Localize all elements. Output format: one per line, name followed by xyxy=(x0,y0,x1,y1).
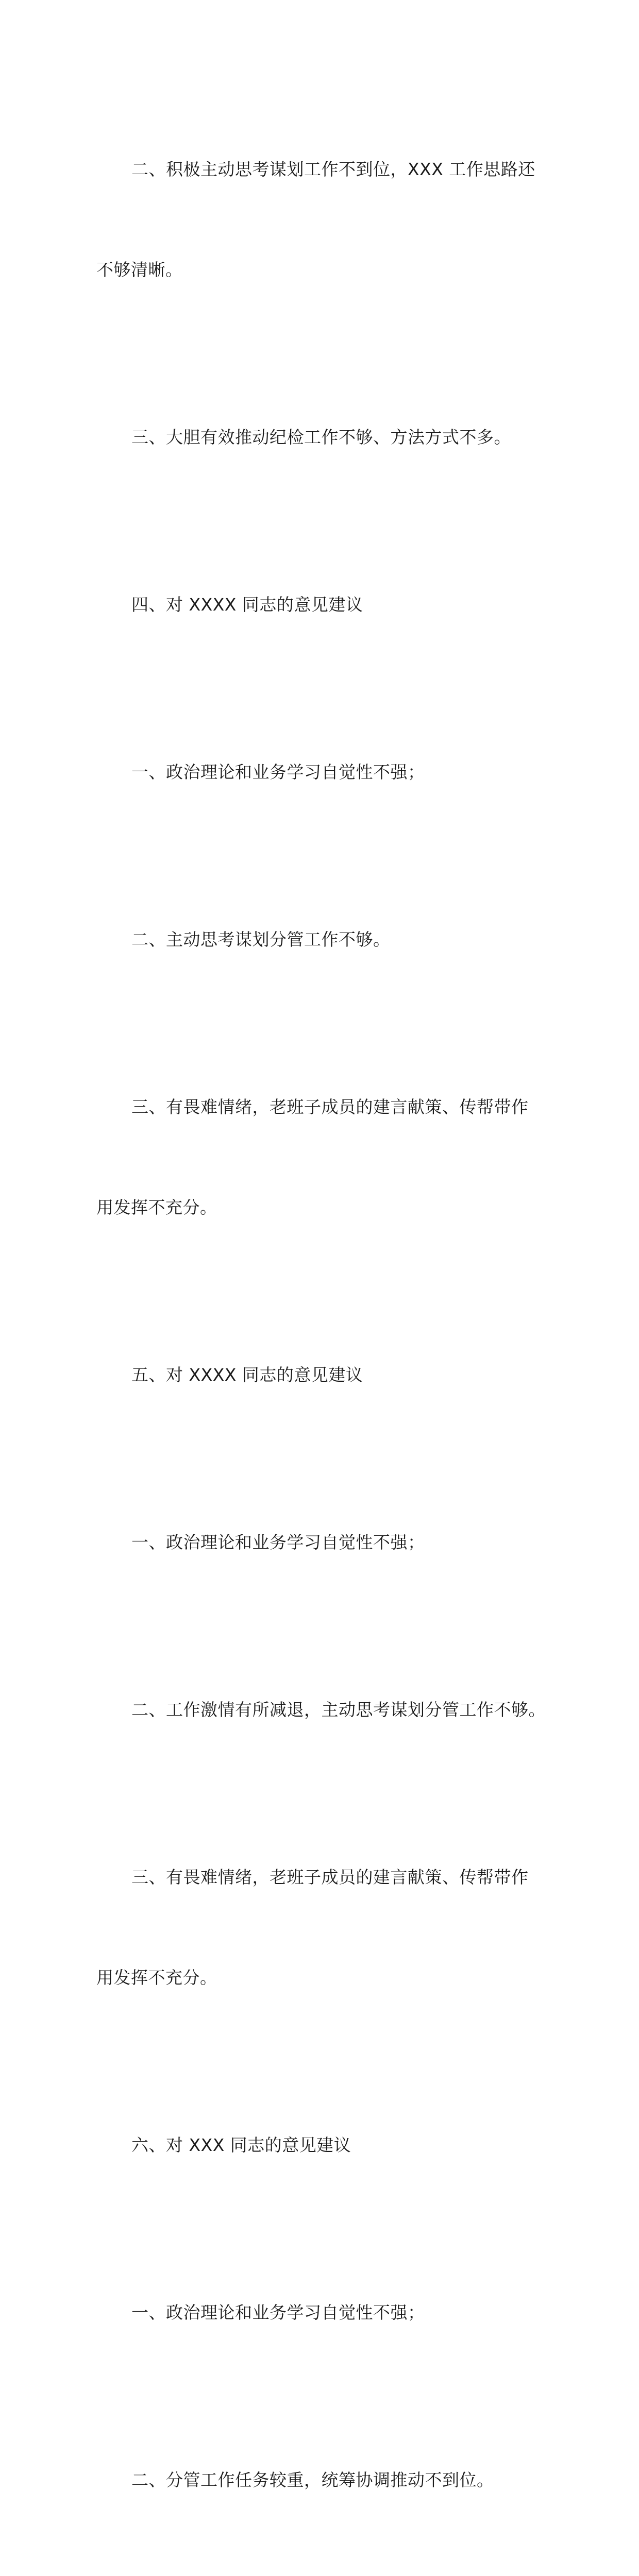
paragraph xyxy=(96,353,563,521)
text-line: 一、政治理论和业务学习自觉性不强； xyxy=(131,1532,425,1552)
text-line: 二、积极主动思考谋划工作不到位，XXX 工作思路还 xyxy=(131,159,535,179)
document-page xyxy=(96,86,563,2576)
paragraph xyxy=(96,1459,563,1626)
paragraph xyxy=(96,856,563,1023)
paragraph xyxy=(96,2229,563,2396)
paragraph xyxy=(96,1793,563,2061)
text-line: 一、政治理论和业务学习自觉性不强； xyxy=(131,762,425,782)
paragraph xyxy=(96,1626,563,1793)
section-heading xyxy=(96,2061,563,2229)
text-line: 四、对 XXXX 同志的意见建议 xyxy=(131,595,363,615)
paragraph xyxy=(96,688,563,856)
text-line: 用发挥不充分。 xyxy=(96,1968,217,1988)
text-line: 六、对 XXX 同志的意见建议 xyxy=(131,2135,351,2155)
section-heading xyxy=(96,1291,563,1459)
text-line: 三、有畏难情绪，老班子成员的建言献策、传帮带作 xyxy=(131,1867,529,1887)
text-line: 用发挥不充分。 xyxy=(96,1197,217,1217)
text-line: 五、对 XXXX 同志的意见建议 xyxy=(131,1365,363,1385)
text-line: 不够清晰。 xyxy=(96,260,183,280)
text-line: 三、大胆有效推动纪检工作不够、方法方式不多。 xyxy=(131,427,511,447)
text-line: 二、工作激情有所减退，主动思考谋划分管工作不够。 xyxy=(131,1700,546,1720)
paragraph xyxy=(96,86,563,353)
text-line: 三、有畏难情绪，老班子成员的建言献策、传帮带作 xyxy=(131,1097,529,1117)
paragraph xyxy=(96,2564,563,2576)
text-line: 一、政治理论和业务学习自觉性不强； xyxy=(131,2302,425,2323)
text-line: 二、分管工作任务较重，统筹协调推动不到位。 xyxy=(131,2470,494,2490)
section-heading xyxy=(96,521,563,688)
paragraph xyxy=(96,1023,563,1291)
text-line: 二、主动思考谋划分管工作不够。 xyxy=(131,929,391,950)
paragraph xyxy=(96,2396,563,2564)
